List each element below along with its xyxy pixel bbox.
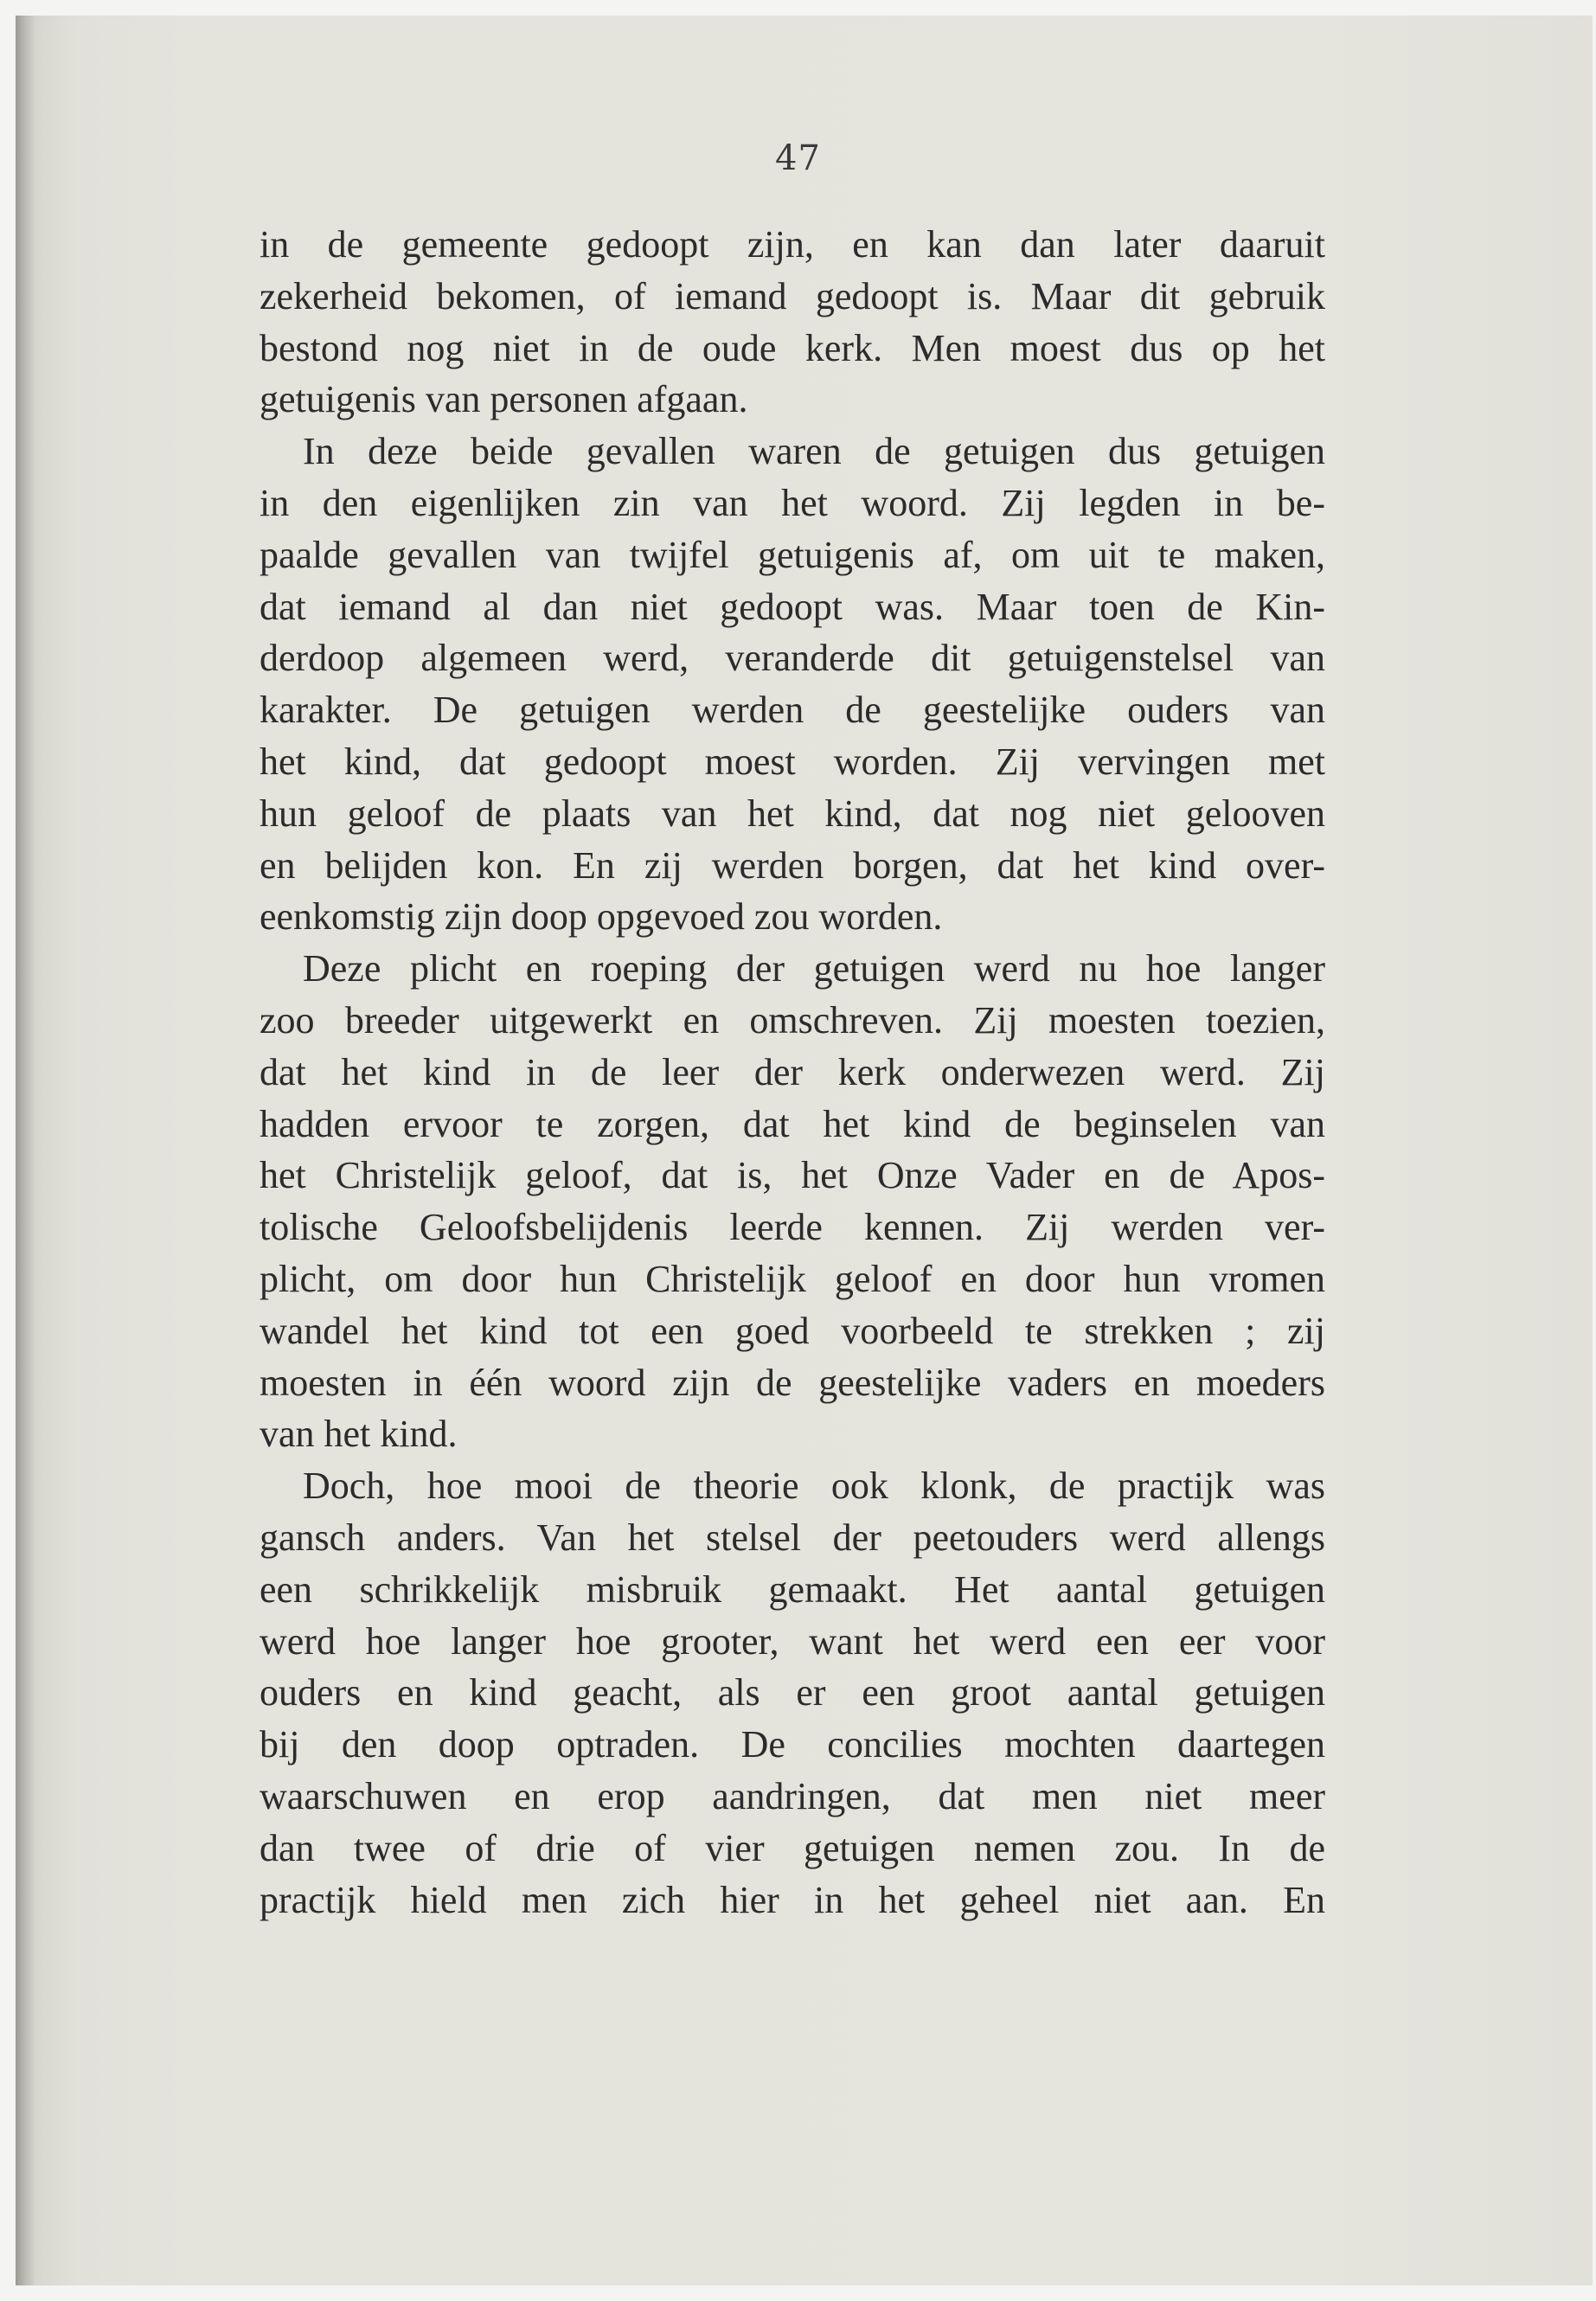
text-line: gansch anders. Van het stelsel der peetouders werd allengs <box>260 1516 1325 1559</box>
text-line: het Christelijk geloof, dat is, het Onze Vader en de Apos- <box>260 1154 1325 1197</box>
text-line: dan twee of drie of vier getuigen nemen zou. In de <box>260 1826 1325 1869</box>
text-line: een schrikkelijk misbruik gemaakt. Het aantal getuigen <box>260 1567 1325 1611</box>
paragraph-4 <box>260 1460 1325 1926</box>
text-line: dat iemand al dan niet gedoopt was. Maar toen de Kin- <box>260 585 1325 628</box>
text-line: paalde gevallen van twijfel getuigenis af, om uit te maken, <box>260 533 1325 576</box>
text-line: en belijden kon. En zij werden borgen, dat het kind over- <box>260 843 1325 887</box>
text-line: hadden ervoor te zorgen, dat het kind de beginselen van <box>260 1102 1325 1145</box>
text-line: van het kind. <box>260 1413 458 1456</box>
paragraph-1 <box>260 219 1325 426</box>
page-number: 47 <box>775 138 821 178</box>
text-line: zoo breeder uitgewerkt en omschreven. Zij moesten toezien, <box>260 998 1325 1042</box>
text-line: tolische Geloofsbelijdenis leerde kennen. Zij werden ver- <box>260 1206 1325 1249</box>
text-line: karakter. De getuigen werden de geestelijke ouders van <box>260 689 1325 732</box>
page-spine-shadow <box>16 16 35 2285</box>
text-line: bij den doop optraden. De concilies mochten daartegen <box>260 1723 1325 1766</box>
text-line: getuigenis van personen afgaan. <box>260 378 748 421</box>
text-line: bestond nog niet in de oude kerk. Men moest dus op het <box>260 326 1325 369</box>
paragraph-2 <box>260 426 1325 943</box>
text-line: dat het kind in de leer der kerk onderwezen werd. Zij <box>260 1050 1325 1093</box>
paragraph-3 <box>260 943 1325 1460</box>
text-line: hun geloof de plaats van het kind, dat nog niet gelooven <box>260 792 1325 835</box>
text-line: waarschuwen en erop aandringen, dat men niet meer <box>260 1774 1325 1817</box>
body-text <box>260 219 1325 1926</box>
text-line: moesten in één woord zijn de geestelijke vaders en moeders <box>260 1361 1325 1404</box>
text-line: Doch, hoe mooi de theorie ook klonk, de practijk was <box>303 1465 1325 1508</box>
text-line: zekerheid bekomen, of iemand gedoopt is. Maar dit gebruik <box>260 274 1325 317</box>
text-line: Deze plicht en roeping der getuigen werd nu hoe langer <box>303 947 1325 990</box>
text-line: werd hoe langer hoe grooter, want het werd een eer voor <box>260 1619 1325 1663</box>
text-line: practijk hield men zich hier in het geheel niet aan. En <box>260 1878 1325 1921</box>
text-line: eenkomstig zijn doop opgevoed zou worden. <box>260 895 943 939</box>
text-line: in de gemeente gedoopt zijn, en kan dan later daaruit <box>260 223 1325 266</box>
text-line: ouders en kind geacht, als er een groot aantal getuigen <box>260 1671 1325 1715</box>
text-line: plicht, om door hun Christelijk geloof en door hun vromen <box>260 1257 1325 1300</box>
text-line: In deze beide gevallen waren de getuigen dus getuigen <box>303 430 1325 473</box>
text-line: derdoop algemeen werd, veranderde dit getuigenstelsel van <box>260 637 1325 680</box>
text-line: wandel het kind tot een goed voorbeeld te strekken ; zij <box>260 1309 1325 1352</box>
text-line: in den eigenlijken zin van het woord. Zij legden in be- <box>260 481 1325 524</box>
text-line: het kind, dat gedoopt moest worden. Zij vervingen met <box>260 740 1325 783</box>
